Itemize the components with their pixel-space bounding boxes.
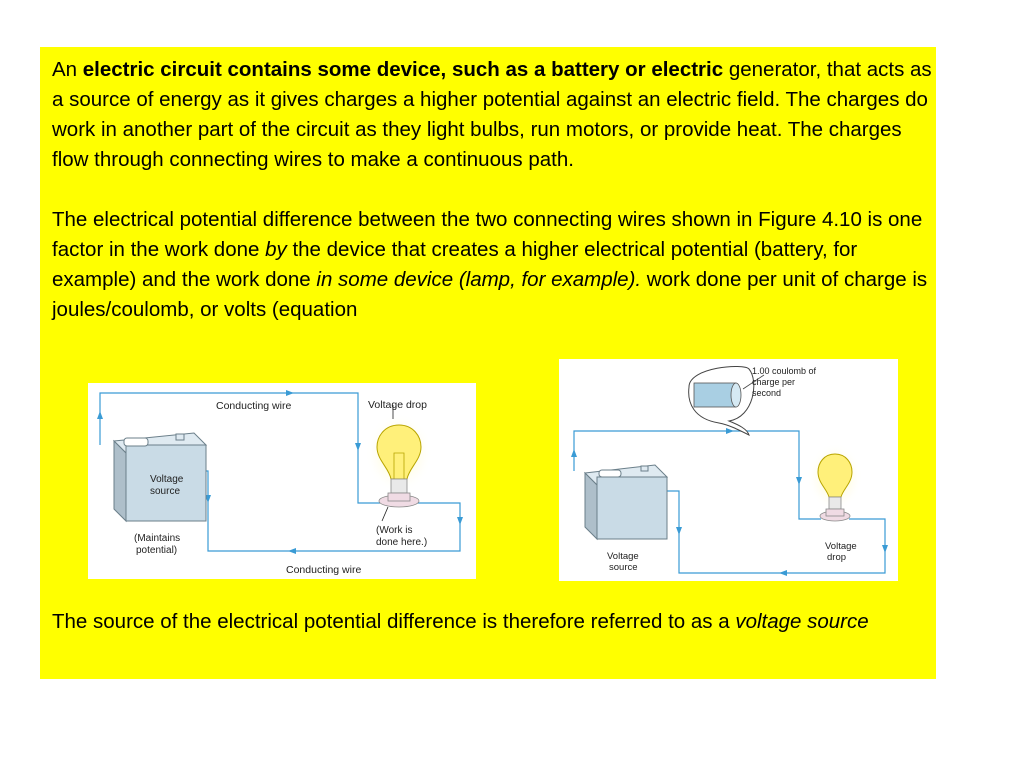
paragraph-intro [52,55,932,175]
arrow-down-icon [882,545,888,553]
pd-text-2: the device that creates a higher electrical potential (battery, for example) and the work done [52,238,858,291]
voltage-source-label: Voltage [607,551,639,562]
intro-bold-phrase: electric circuit contains some device, such as a battery or electric [82,58,724,81]
maintains-potential-label: potential) [136,545,178,556]
arrow-down-icon [457,517,463,525]
voltage-source-label: Voltage [150,474,184,485]
conducting-wire-bottom-label: Conducting wire [286,564,362,576]
arrow-down-icon [355,443,361,451]
arrow-down-icon [676,527,682,535]
circuit-figure-right [559,359,898,581]
light-bulb-icon [365,413,433,507]
arrow-up-icon [571,449,577,457]
work-done-label: done here.) [376,537,428,548]
work-pointer [382,507,388,521]
arrow-left-icon [779,570,787,576]
voltage-drop-label: Voltage [825,541,857,552]
arrow-down-icon [796,477,802,485]
paragraph-potential-difference [52,205,932,325]
pd-italic-device: in some device (lamp, for example). [316,268,642,291]
pd-text-3: work done per unit of charge is joules/coulomb, or volts (equation [52,268,928,321]
slide-content-box [40,47,936,679]
light-bulb-icon [807,443,863,521]
battery-icon [585,465,667,539]
arrow-left-icon [288,548,296,554]
coulomb-per-second-label: second [752,388,782,398]
vs-text: The source of the electrical potential difference is therefore referred to as a [52,610,736,633]
arrow-right-icon [286,390,294,396]
circuit-diagram-left [88,383,476,579]
circuit-diagram-right [559,359,898,581]
intro-rest: generator, that acts as a source of energy as it gives charges a higher potential against an electric field. The charges do work in another part of the circuit as they light bulbs, run motors, or provide heat. The charges flow through connecting wires to make a continuous path. [52,58,932,171]
circuit-figure-left [88,383,476,579]
conducting-wire-top-label: Conducting wire [216,400,292,412]
coulomb-per-second-label: 1.00 coulomb of [752,366,817,376]
coulomb-per-second-label: charge per [752,377,796,387]
voltage-drop-label: Voltage drop [368,399,427,411]
voltage-source-label: source [609,562,638,573]
work-done-label: (Work is [376,525,413,536]
vs-italic-term: voltage source [735,610,869,633]
arrow-right-icon [726,428,734,434]
voltage-source-label: source [150,486,181,497]
paragraph-voltage-source [52,607,932,637]
voltage-drop-label: drop [827,552,847,563]
pd-italic-by: by [265,238,287,261]
pd-text-1: The electrical potential difference between the two connecting wires shown in Figure 4.10 is one factor in the work done [52,208,923,261]
maintains-potential-label: (Maintains [134,533,181,544]
intro-lead: An [52,58,83,81]
arrow-up-icon [97,411,103,419]
